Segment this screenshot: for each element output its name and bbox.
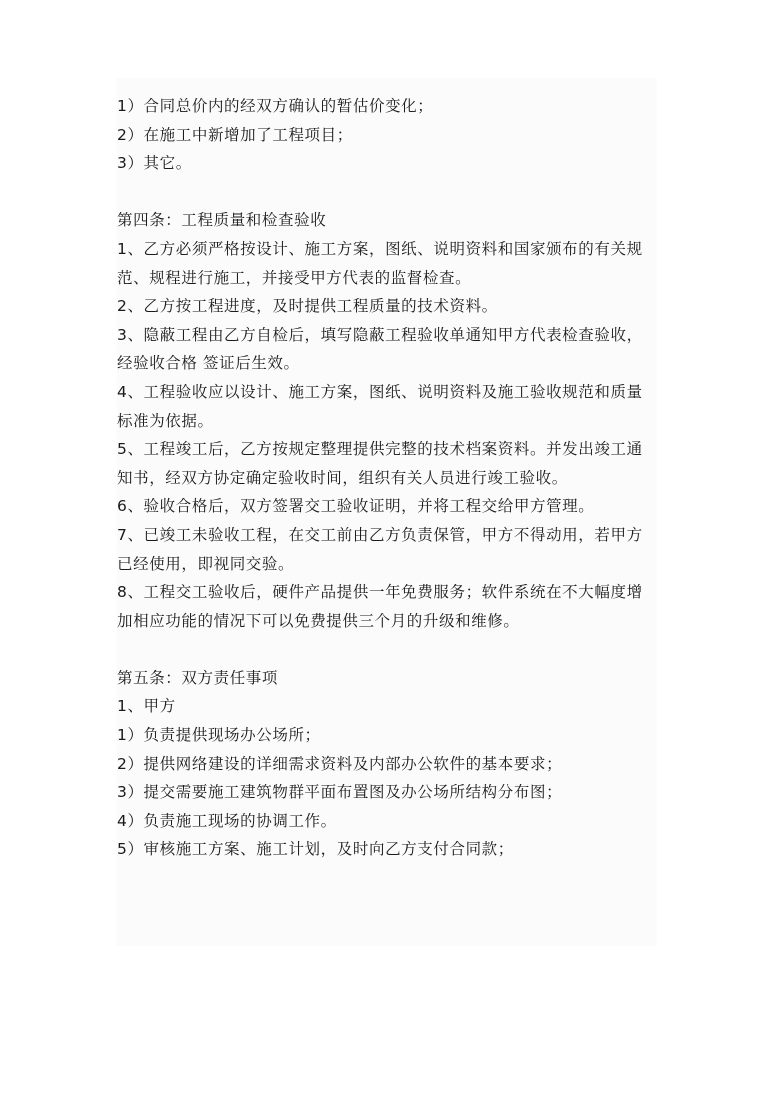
text-line: 5）审核施工方案、施工计划，及时向乙方支付合同款； bbox=[117, 840, 514, 859]
text-line: 4）负责施工现场的协调工作。 bbox=[117, 811, 337, 830]
article-5-heading: 第五条：双方责任事项 bbox=[117, 668, 279, 687]
text-line: 1）负责提供现场办公场所； bbox=[117, 726, 321, 745]
article-5 bbox=[117, 664, 677, 864]
paragraph-gap bbox=[117, 178, 677, 207]
contract-document bbox=[117, 92, 677, 864]
text-line: 5、工程竣工后，乙方按规定整理提供完整的技术档案资料。并发出竣工通 bbox=[117, 440, 643, 459]
list-item: 3）其它。 bbox=[117, 154, 192, 173]
text-line: 3）提交需要施工建筑物群平面布置图及办公场所结构分布图； bbox=[117, 783, 563, 802]
text-line: 经验收合格 签证后生效。 bbox=[117, 354, 300, 373]
text-line: 范、规程进行施工，并接受甲方代表的监督检查。 bbox=[117, 268, 472, 287]
article-4-heading: 第四条：工程质量和检查验收 bbox=[117, 211, 327, 230]
text-line: 已经使用，即视同交验。 bbox=[117, 554, 295, 573]
text-line: 知书，经双方协定确定验收时间，组织有关人员进行竣工验收。 bbox=[117, 468, 568, 487]
list-item: 1）合同总价内的经双方确认的暂估价变化； bbox=[117, 97, 434, 115]
text-line: 8、工程交工验收后，硬件产品提供一年免费服务；软件系统在不大幅度增 bbox=[117, 583, 643, 602]
text-line: 6、验收合格后，双方签署交工验收证明，并将工程交给甲方管理。 bbox=[117, 497, 595, 516]
article-4 bbox=[117, 206, 677, 635]
text-line: 1、甲方 bbox=[117, 697, 176, 716]
text-line: 2、乙方按工程进度，及时提供工程质量的技术资料。 bbox=[117, 297, 498, 316]
text-line: 加相应功能的情况下可以免费提供三个月的升级和维修。 bbox=[117, 611, 520, 630]
text-line: 3、隐蔽工程由乙方自检后，填写隐蔽工程验收单通知甲方代表检查验收， bbox=[117, 325, 643, 344]
text-line: 2）提供网络建设的详细需求资料及内部办公软件的基本要求； bbox=[117, 754, 563, 773]
text-line: 4、工程验收应以设计、施工方案，图纸、说明资料及施工验收规范和质量 bbox=[117, 382, 643, 401]
text-line: 标准为依据。 bbox=[117, 411, 214, 430]
text-line: 7、已竣工未验收工程，在交工前由乙方负责保管，甲方不得动用，若甲方 bbox=[117, 525, 643, 544]
text-line: 1、乙方必须严格按设计、施工方案，图纸、说明资料和国家颁布的有关规 bbox=[117, 239, 643, 258]
list-item: 2）在施工中新增加了工程项目； bbox=[117, 125, 353, 144]
section3-list bbox=[117, 92, 677, 178]
paragraph-gap bbox=[117, 635, 677, 664]
